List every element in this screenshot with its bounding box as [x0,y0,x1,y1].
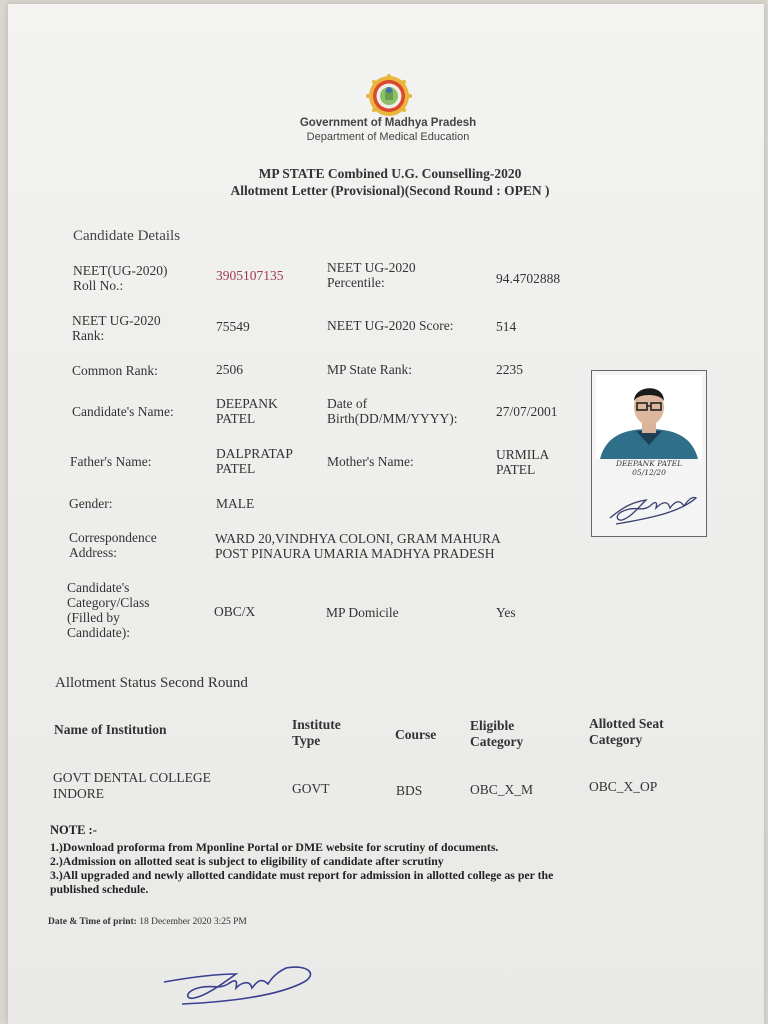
roll-number-value: 3905107135 [216,268,284,283]
domicile-value: Yes [496,605,516,620]
candidate-name-value: DEEPANK PATEL [216,396,278,426]
mother-name-label: Mother's Name: [327,454,414,469]
father-name-label: Father's Name: [70,454,152,469]
note-line: 2.)Admission on allotted seat is subject to eligibility of candidate after scrutiny [50,854,444,868]
row-allotted-category: OBC_X_OP [589,779,658,794]
note-line: 1.)Download proforma from Mponline Portal or DME website for scrutiny of documents. [50,840,499,854]
print-value: 18 December 2020 3:25 PM [139,917,247,927]
common-rank-label: Common Rank: [72,363,158,378]
notes-section [50,823,670,896]
address-label: Correspondence Address: [69,530,157,560]
dob-label: Date of Birth(DD/MM/YYYY): [327,396,458,426]
header-allotted-seat-category: Allotted Seat Category [589,716,664,747]
neet-rank-label: NEET UG-2020 Rank: [72,313,161,343]
category-label: Candidate's Category/Class (Filled by Candidate): [67,580,150,640]
note-line: published schedule. [50,882,149,896]
percentile-label: NEET UG-2020 Percentile: [327,260,416,290]
mp-government-emblem-icon [364,74,414,118]
candidate-name-label: Candidate's Name: [72,404,174,419]
percentile-value: 94.4702888 [496,271,561,286]
address-value: WARD 20,VINDHYA COLONI, GRAM MAHURA POST PINAURA UMARIA MADHYA PRADESH [215,531,501,561]
note-line: 3.)All upgraded and newly allotted candidate must report for admission in allotted college as per the [50,868,554,882]
domicile-label: MP Domicile [326,605,399,620]
letter-title: MP STATE Combined U.G. Counselling-2020 [258,166,522,181]
header-eligible-category: Eligible Category [470,718,524,749]
signature-icon [158,960,318,1010]
row-eligible-category: OBC_X_M [470,782,534,797]
neet-score-label: NEET UG-2020 Score: [327,318,454,333]
signature-icon [592,478,706,536]
row-institute-type: GOVT [292,781,330,796]
print-label: Date & Time of print: [48,917,137,927]
header-name-of-institution: Name of Institution [54,722,167,737]
dob-value: 27/07/2001 [496,404,558,419]
print-timestamp [48,917,247,927]
government-name: Government of Madhya Pradesh [299,117,477,129]
category-value: OBC/X [214,604,256,619]
row-institution-name: GOVT DENTAL COLLEGE INDORE [53,770,211,801]
header-institute-type: Institute Type [292,717,341,748]
candidate-photo [591,370,707,480]
allotment-status-heading: Allotment Status Second Round [55,675,248,691]
gender-value: MALE [216,496,255,511]
common-rank-value: 2506 [216,362,243,377]
letter-subtitle: Allotment Letter (Provisional)(Second Round : OPEN ) [230,183,550,198]
department-name: Department of Medical Education [306,131,470,143]
gender-label: Gender: [69,496,113,511]
header-course: Course [395,727,437,742]
candidate-signature-box [591,478,707,537]
notes-title: NOTE :- [50,823,97,837]
candidate-details-heading: Candidate Details [73,228,181,244]
state-rank-label: MP State Rank: [327,362,413,377]
row-course: BDS [396,783,423,798]
father-name-value: DALPRATAP PATEL [216,446,293,476]
photo-caption: DEEPANK PATEL 05/12/20 [600,459,698,477]
roll-number-label: NEET(UG-2020) Roll No.: [73,263,168,293]
neet-rank-value: 75549 [216,319,250,334]
neet-score-value: 514 [496,319,517,334]
mother-name-value: URMILA PATEL [496,447,550,477]
state-rank-value: 2235 [496,362,523,377]
